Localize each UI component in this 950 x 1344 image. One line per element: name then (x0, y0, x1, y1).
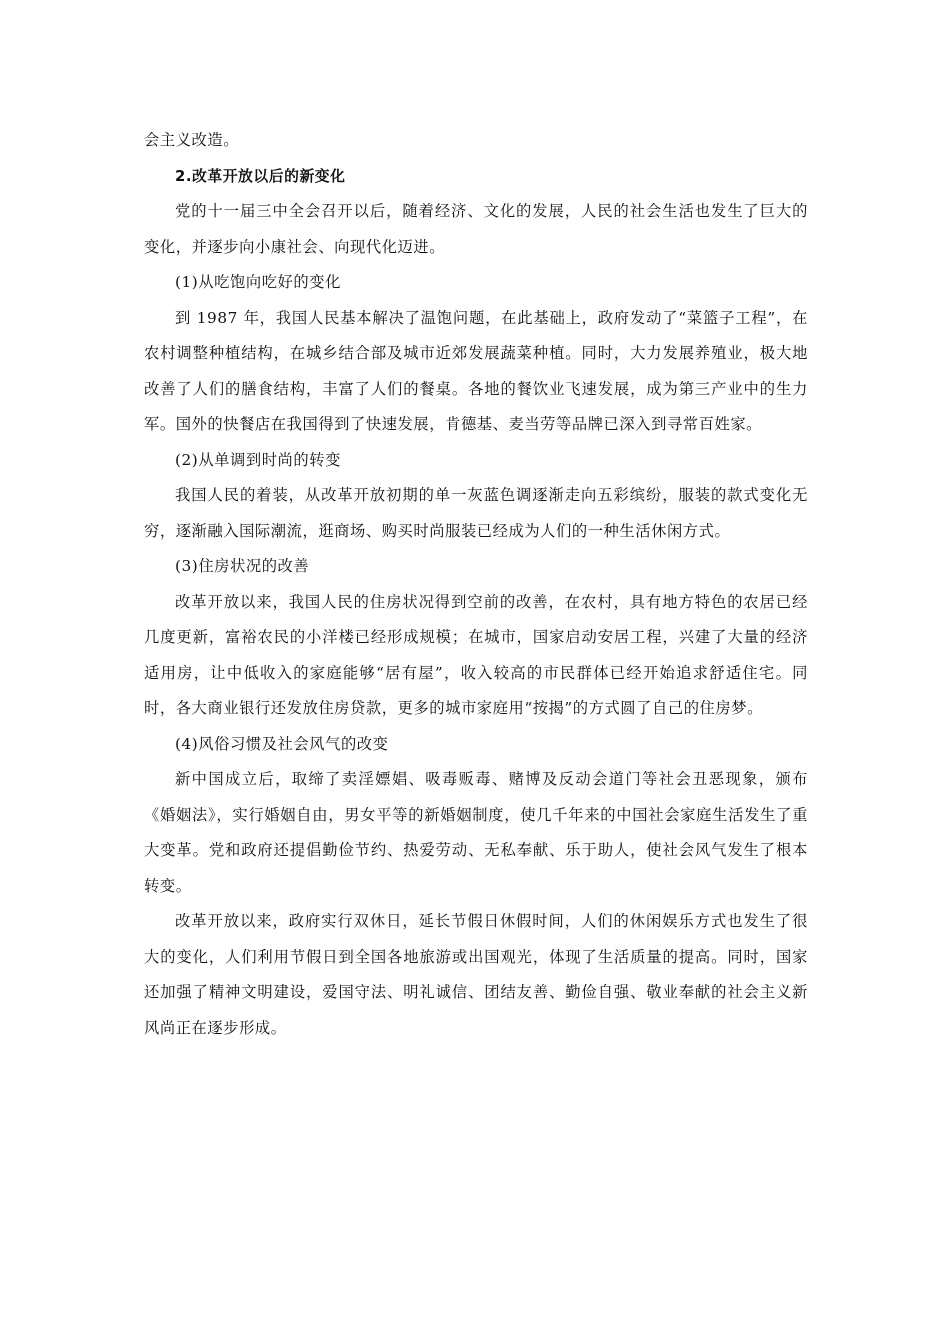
subsection-4-paragraph-1: 新中国成立后，取缔了卖淫嫖娼、吸毒贩毒、赌博及反动会道门等社会丑恶现象，颁布《婚姻法》，实行婚姻自由，男女平等的新婚姻制度，使几千年来的中国社会家庭生活发生了重大变革。党和政府还提倡勤俭节约、热爱劳动、无私奉献、乐于助人，使社会风气发生了根本转变。 (144, 770, 808, 895)
subsection-1-paragraph: 到 1987 年，我国人民基本解决了温饱问题，在此基础上，政府发动了“菜篮子工程”，在农村调整种植结构，在城乡结合部及城市近郊发展蔬菜种植。同时，大力发展养殖业，极大地改善了人们的膳食结构，丰富了人们的餐桌。各地的餐饮业飞速发展，成为第三产业中的生力军。国外的快餐店在我国得到了快速发展，肯德基、麦当劳等品牌已深入到寻常百姓家。 (144, 308, 808, 433)
subsection-1-title: (1)从吃饱向吃好的变化 (175, 273, 341, 291)
intro-paragraph: 党的十一届三中全会召开以后，随着经济、文化的发展，人民的社会生活也发生了巨大的变化，并逐步向小康社会、向现代化迈进。 (144, 202, 808, 256)
subsection-3-paragraph: 改革开放以来，我国人民的住房状况得到空前的改善，在农村，具有地方特色的农居已经几度更新，富裕农民的小洋楼已经形成规模；在城市，国家启动安居工程，兴建了大量的经济适用房，让中低收入的家庭能够“居有屋”，收入较高的市民群体已经开始追求舒适住宅。同时，各大商业银行还发放住房贷款，更多的城市家庭用“按揭”的方式圆了自己的住房梦。 (144, 592, 808, 717)
subsection-2-title: (2)从单调到时尚的转变 (175, 450, 341, 469)
document-body (144, 123, 808, 1046)
subsection-2-paragraph: 我国人民的着装，从改革开放初期的单一灰蓝色调逐渐走向五彩缤纷，服装的款式变化无穷，逐渐融入国际潮流，逛商场、购买时尚服装已经成为人们的一种生活休闲方式。 (144, 486, 808, 540)
section-heading: 2.改革开放以后的新变化 (175, 167, 346, 185)
subsection-4-title: (4)风俗习惯及社会风气的改变 (175, 734, 389, 753)
subsection-4-paragraph-2: 改革开放以来，政府实行双休日，延长节假日休假时间，人们的休闲娱乐方式也发生了很大的变化，人们利用节假日到全国各地旅游或出国观光，体现了生活质量的提高。同时，国家还加强了精神文明建设，爱国守法、明礼诚信、团结友善、勤俭自强、敬业奉献的社会主义新风尚正在逐步形成。 (144, 912, 808, 1037)
subsection-3-title: (3)住房状况的改善 (175, 557, 310, 575)
lead-fragment-paragraph: 会主义改造。 (144, 131, 240, 149)
